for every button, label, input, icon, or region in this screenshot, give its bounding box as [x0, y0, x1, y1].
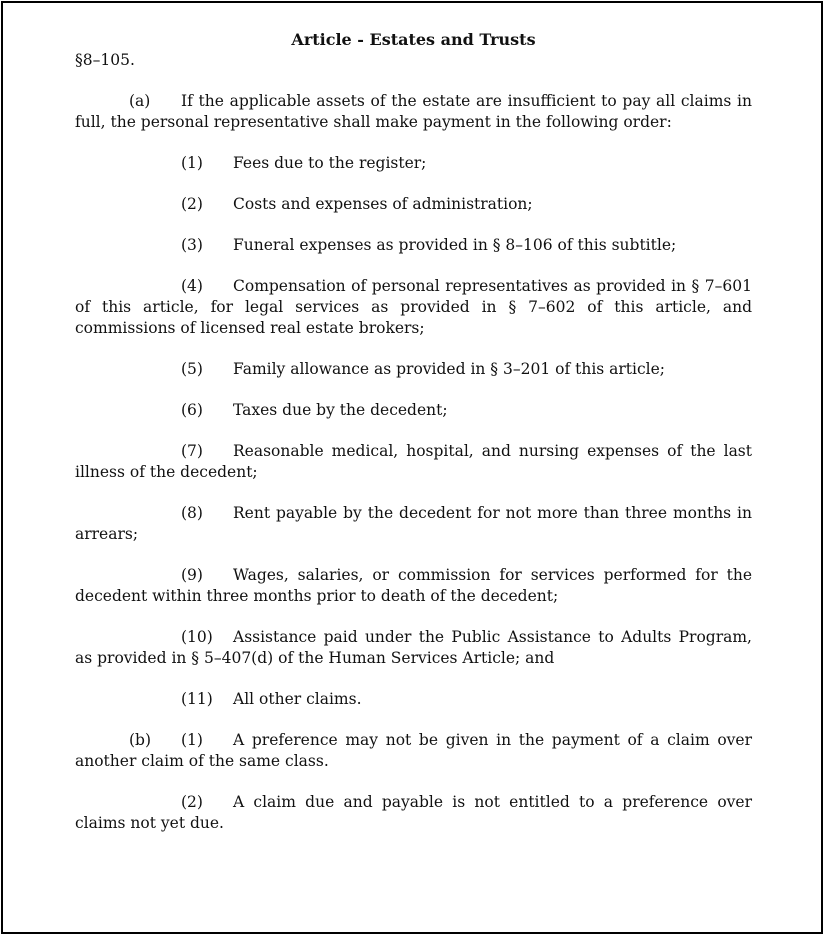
list-item-6 — [75, 400, 752, 421]
item-label: (8) — [181, 504, 203, 522]
item-label: (2) — [181, 793, 203, 811]
item-label: (1) — [181, 731, 203, 749]
subsection-a-text: If the applicable assets of the estate are insufficient to pay all claims in full, the personal representative shall make payment in the following order: — [75, 92, 752, 131]
list-item-11 — [75, 689, 752, 710]
subsection-b-item-1 — [75, 730, 752, 772]
list-item-4 — [75, 276, 752, 339]
document-title: Article - Estates and Trusts — [291, 30, 536, 49]
item-text: A preference may not be given in the payment of a claim over another claim of the same class. — [75, 731, 752, 770]
subsection-a-label: (a) — [129, 92, 151, 110]
item-label: (6) — [181, 401, 203, 419]
list-item-9 — [75, 565, 752, 607]
item-text: Compensation of personal representatives as provided in § 7–601 of this article, for legal services as provided in § 7–602 of this article, and commissions of licensed real estate brokers; — [75, 277, 752, 337]
item-label: (10) — [181, 628, 213, 646]
list-item-7 — [75, 441, 752, 483]
item-label: (5) — [181, 360, 203, 378]
document-body — [75, 29, 752, 834]
item-text: Assistance paid under the Public Assistance to Adults Program, as provided in § 5–407(d) of the Human Services Article; and — [75, 628, 752, 667]
item-text: All other claims. — [233, 690, 362, 708]
item-label: (11) — [181, 690, 213, 708]
item-label: (9) — [181, 566, 203, 584]
subsection-b-label: (b) — [129, 731, 152, 749]
item-label: (3) — [181, 236, 203, 254]
subsection-a — [75, 91, 752, 133]
document-page — [1, 1, 823, 934]
list-item-10 — [75, 627, 752, 669]
list-item-8 — [75, 503, 752, 545]
item-text: Taxes due by the decedent; — [233, 401, 448, 419]
list-item-2 — [75, 194, 752, 215]
item-label: (2) — [181, 195, 203, 213]
list-item-3 — [75, 235, 752, 256]
item-label: (1) — [181, 154, 203, 172]
item-text: Family allowance as provided in § 3–201 of this article; — [233, 360, 666, 378]
item-text: Fees due to the register; — [233, 154, 427, 172]
list-item-1 — [75, 153, 752, 174]
section-number: §8–105. — [75, 51, 135, 69]
subsection-b-item-2 — [75, 792, 752, 834]
item-text: Wages, salaries, or commission for services performed for the decedent within three months prior to death of the decedent; — [75, 566, 752, 605]
item-text: Rent payable by the decedent for not more than three months in arrears; — [75, 504, 752, 543]
item-label: (4) — [181, 277, 203, 295]
item-text: A claim due and payable is not entitled to a preference over claims not yet due. — [75, 793, 752, 832]
item-label: (7) — [181, 442, 203, 460]
item-text: Costs and expenses of administration; — [233, 195, 533, 213]
list-item-5 — [75, 359, 752, 380]
item-text: Reasonable medical, hospital, and nursing expenses of the last illness of the decedent; — [75, 442, 752, 481]
item-text: Funeral expenses as provided in § 8–106 of this subtitle; — [233, 236, 677, 254]
